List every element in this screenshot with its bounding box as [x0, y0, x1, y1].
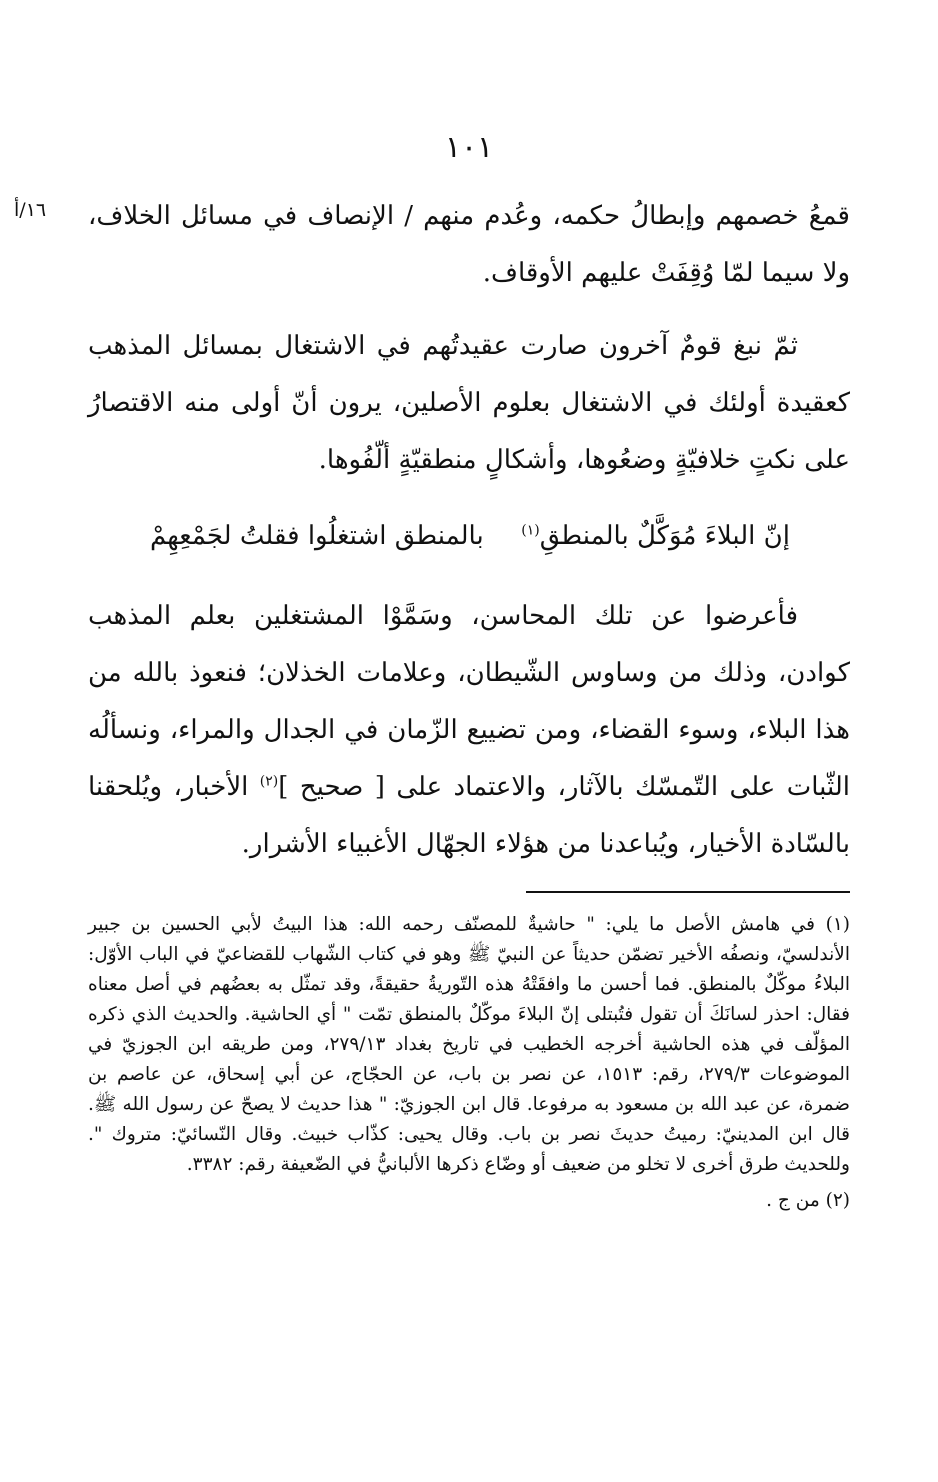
paragraph-1-part-1: قمعُ خصمهم وإبطالُ حكمه، وعُدم منهم / — [394, 201, 850, 231]
footnote-ref-1: (١) — [521, 522, 540, 539]
verse-first-hemistich — [521, 508, 790, 565]
paragraph-2: ثمّ نبغ قومٌ آخرون صارت عقيدتُهم في الاشتغال بمسائل المذهب كعقيدة أولئك في الاشتغال بعلوم الأصلين، يرون أنّ أولى منه الاقتصارُ على نكتٍ خلافيّةٍ وضعُوها، وأشكالٍ منطقيّةٍ ألّفُوها. — [88, 331, 850, 475]
footnote-1-text: في هامش الأصل ما يلي: " حاشيةٌ للمصنّف رحمه الله: هذا البيتُ لأبي الحسين بن جبير الأندلسيّ، ونصفُه الأخير تضمّن حديثاً عن النبيّ ﷺ وهو في كتاب الشّهاب للقضاعيّ في الباب الأوّل: البلاءُ موكّلٌ بالمنطق. فما أحسن ما وافقَتْهُ هذه التّوريةُ حقيقةً، وقد تمثّل به بعضُهم في أصل معناه فقال: احذر لسانَكَ أن تقول فتُبتلى إنّ البلاءَ موكّلٌ بالمنطق تمّت " أي الحاشية. والحديث الذي ذكره المؤلّف في هذه الحاشية أخرجه الخطيب في تاريخ بغداد ٢٧٩/١٣، ومن طريقه ابن الجوزيّ في الموضوعات ٢٧٩/٣، رقم: ١٥١٣، عن نصر بن باب، عن الحجّاج، عن أبي إسحاق، عن عاصم بن ضمرة، عن عبد الله بن مسعود به مرفوعا. قال ابن الجوزيّ: " هذا حديث لا يصحّ عن رسول الله ﷺ. قال ابن المدينيّ: رميتُ حديثَ نصر بن باب. وقال يحيى: كذّاب خبيث. وقال النّسائيّ: متروك ". وللحديث طرق أخرى لا تخلو من ضعيف أو وضّاع ذكرها الألبانيُّ في الضّعيفة رقم: ٣٣٨٢. — [88, 914, 850, 1175]
paragraph-3-part-1: فأعرضوا عن تلك المحاسن، وسَمَّوْا المشتغلين بعلم المذهب كوادن، وذلك من وساوس الشّيطان، وعلامات الخذلان؛ فنعوذ بالله من هذا البلاء، وسوء القضاء، ومن تضييع الزّمان في الجدال والمراء، ونسألُه الثّبات على التّمسّك بالآثار، والاعتماد على [ صحيح ] — [88, 601, 850, 802]
paragraph-3-part-2: الأخبار، ويُلحقنا بالسّادة الأخيار، ويُباعدنا من هؤلاء الجهّال الأغبياء الأشرار. — [88, 772, 850, 859]
footnote-2-number: (٢) — [825, 1190, 850, 1211]
footnote-1-number: (١) — [825, 914, 850, 935]
page-number: ١٠١ — [444, 130, 494, 165]
footnote-2-text: من ج . — [766, 1190, 820, 1211]
folio-marker: ١٦/أ — [14, 199, 47, 221]
footnote-1 — [88, 910, 850, 1180]
footnote-ref-2: (٢) — [259, 773, 279, 790]
paragraph-3 — [88, 588, 850, 873]
footnote-2 — [88, 1186, 850, 1216]
paragraph-1 — [88, 188, 850, 302]
verse-line — [150, 508, 790, 565]
paragraph-1-part-2: الإنصاف في مسائل الخلاف، ولا سيما لمّا وُقِفَتْ عليهم الأوقاف. — [88, 201, 850, 288]
footnote-separator — [526, 891, 850, 893]
verse-second-hemistich: بالمنطق اشتغلُوا فقلتُ لجَمْعِهِمْ — [150, 521, 484, 551]
footnotes — [88, 910, 850, 1216]
verse-first-hemistich-text: إنّ البلاءَ مُوَكَّلٌ بالمنطقِ — [539, 521, 790, 551]
